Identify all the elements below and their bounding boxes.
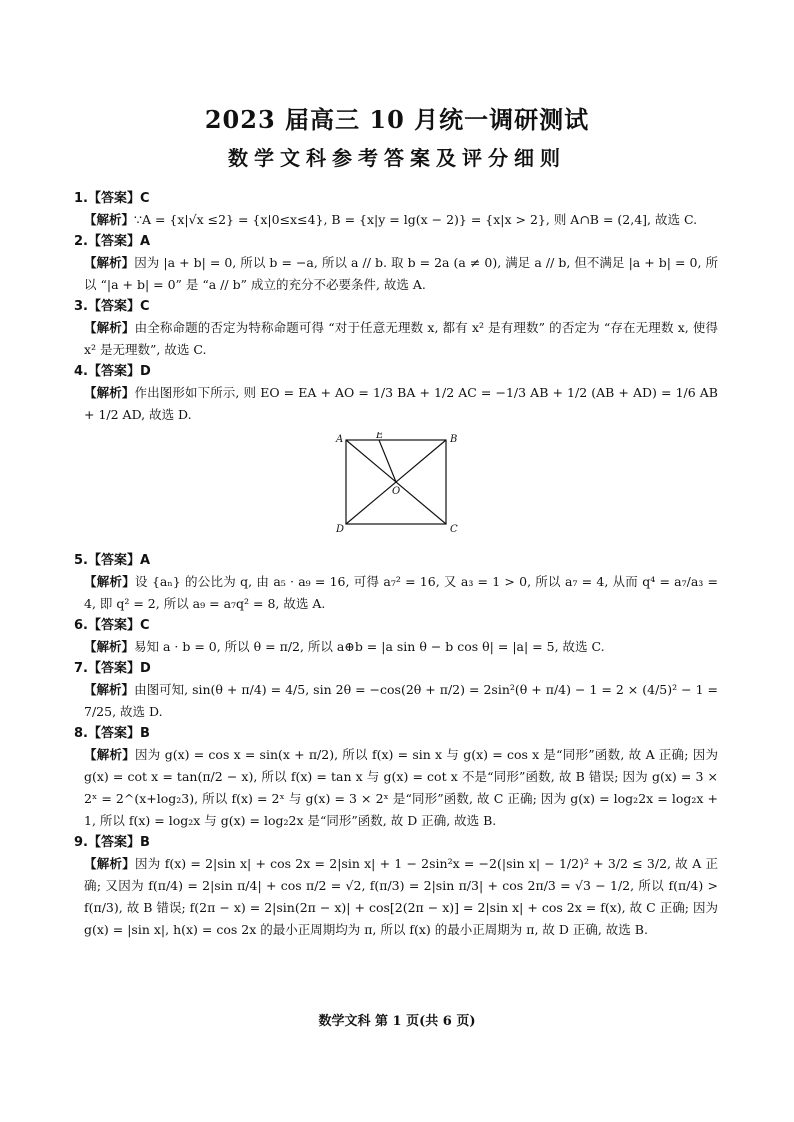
explanation <box>78 382 718 426</box>
explanation-lead: 【解析】 <box>84 385 135 400</box>
explanation-text: 因为 f(x) = 2|sin x| + cos 2x = 2|sin x| + 1 − 2sin²x = −2(|sin x| − 1/2)² + 3/2 ≤ 3/2, 故 A 正确; 又因为 f(π/4) = 2|sin π/4| + cos π/2 = √2, f(π/3) = 2|sin π/3| + cos 2π/3 = √3 − 1/2, 所以 f(π/4) > f(π/3), 故 B 错误; f(2π − x) = 2|sin(2π − x)| + cos[2(2π − x)] = 2|sin x| + cos 2x = f(x), 故 C 正确; 因为 g(x) = |sin x|, h(x) = cos 2x 的最小正周期均为 π, 所以 f(x) 的最小正周期为 π, 故 D 正确, 故选 B. <box>84 856 718 937</box>
explanation <box>78 636 718 658</box>
label-o: O <box>392 486 401 497</box>
explanation-text: 设 {aₙ} 的公比为 q, 由 a₅ · a₉ = 16, 可得 a₇² = 16, 又 a₃ = 1 > 0, 所以 a₇ = 4, 从而 q⁴ = a₇/a₃ = 4, 即 q² = 2, 所以 a₉ = a₇q² = 8, 故选 A. <box>84 574 718 611</box>
answer-line: 3.【答案】C <box>74 299 150 314</box>
label-c: C <box>450 524 458 535</box>
answer-line: 2.【答案】A <box>74 234 151 249</box>
answers-content <box>74 188 718 941</box>
page-footer: 数学文科 第 1 页(共 6 页) <box>318 1014 476 1029</box>
segment-eo <box>379 440 396 482</box>
explanation <box>78 317 718 361</box>
question-6 <box>74 615 718 658</box>
question-8 <box>74 723 718 832</box>
page-title: 2023 届高三 10 月统一调研测试 <box>204 105 590 134</box>
answer-line: 6.【答案】C <box>74 618 150 633</box>
explanation-lead: 【解析】 <box>84 682 135 697</box>
explanation-lead: 【解析】 <box>84 255 135 270</box>
answer-line: 4.【答案】D <box>74 364 151 379</box>
answer-line: 1.【答案】C <box>74 191 150 206</box>
explanation-lead: 【解析】 <box>84 639 135 654</box>
label-b: B <box>450 434 458 445</box>
answer-line: 8.【答案】B <box>74 726 150 741</box>
explanation-lead: 【解析】 <box>84 212 135 227</box>
label-e: E <box>376 432 384 441</box>
label-d: D <box>336 524 345 535</box>
explanation <box>78 571 718 615</box>
explanation <box>78 252 718 296</box>
answer-line: 9.【答案】B <box>74 835 150 850</box>
explanation-lead: 【解析】 <box>84 574 135 589</box>
explanation-text: 易知 a · b = 0, 所以 θ = π/2, 所以 a⊕b = |a sin θ − b cos θ| = |a| = 5, 故选 C. <box>134 639 605 654</box>
answer-line: 5.【答案】A <box>74 553 151 568</box>
explanation-text: 因为 g(x) = cos x = sin(x + π/2), 所以 f(x) = sin x 与 g(x) = cos x 是“同形”函数, 故 A 正确; 因为 g(x) = cot x = tan(π/2 − x), 所以 f(x) = tan x 与 g(x) = cot x 不是“同形”函数, 故 B 错误; 因为 g(x) = 3 × 2ˣ = 2^(x+log₂3), 所以 f(x) = 2ˣ 与 g(x) = 3 × 2ˣ 是“同形”函数, 故 C 正确; 因为 g(x) = log₂2x = log₂x + 1, 所以 f(x) = log₂x 与 g(x) = log₂2x 是“同形”函数, 故 D 正确, 故选 B. <box>84 747 718 828</box>
question-2 <box>74 231 718 296</box>
explanation-text: 因为 |a + b| = 0, 所以 b = −a, 所以 a // b. 取 b = 2a (a ≠ 0), 满足 a // b, 但不满足 |a + b| = 0, 所以 “|a + b| = 0” 是 “a // b” 成立的充分不必要条件, 故选 A. <box>84 255 718 292</box>
rectangle-diagram <box>334 432 484 536</box>
question-3 <box>74 296 718 361</box>
page-subtitle: 数学文科参考答案及评分细则 <box>228 146 566 170</box>
explanation-text: ∵A = {x|√x ≤2} = {x|0≤x≤4}, B = {x|y = lg(x − 2)} = {x|x > 2}, 则 A∩B = (2,4], 故选 C. <box>134 212 698 227</box>
question-9 <box>74 832 718 941</box>
explanation-text: 由全称命题的否定为特称命题可得 “对于任意无理数 x, 都有 x² 是有理数” 的否定为 “存在无理数 x, 使得 x² 是无理数”, 故选 C. <box>84 320 718 357</box>
explanation-lead: 【解析】 <box>84 320 135 335</box>
question-1 <box>74 188 718 231</box>
explanation <box>78 853 718 941</box>
explanation-lead: 【解析】 <box>84 856 136 871</box>
explanation-text: 由图可知, sin(θ + π/4) = 4/5, sin 2θ = −cos(2θ + π/2) = 2sin²(θ + π/4) − 1 = 2 × (4/5)² − 1 = 7/25, 故选 D. <box>84 682 718 719</box>
explanation <box>78 209 718 231</box>
label-a: A <box>336 434 344 445</box>
explanation <box>78 744 718 832</box>
answer-line: 7.【答案】D <box>74 661 151 676</box>
explanation <box>78 679 718 723</box>
explanation-lead: 【解析】 <box>84 747 135 762</box>
question-5 <box>74 550 718 615</box>
explanation-text: 作出图形如下所示, 则 EO = EA + AO = 1/3 BA + 1/2 AC = −1/3 AB + 1/2 (AB + AD) = 1/6 AB + 1/2 AD, 故选 D. <box>84 385 718 422</box>
question-4 <box>74 361 718 550</box>
question-7 <box>74 658 718 723</box>
